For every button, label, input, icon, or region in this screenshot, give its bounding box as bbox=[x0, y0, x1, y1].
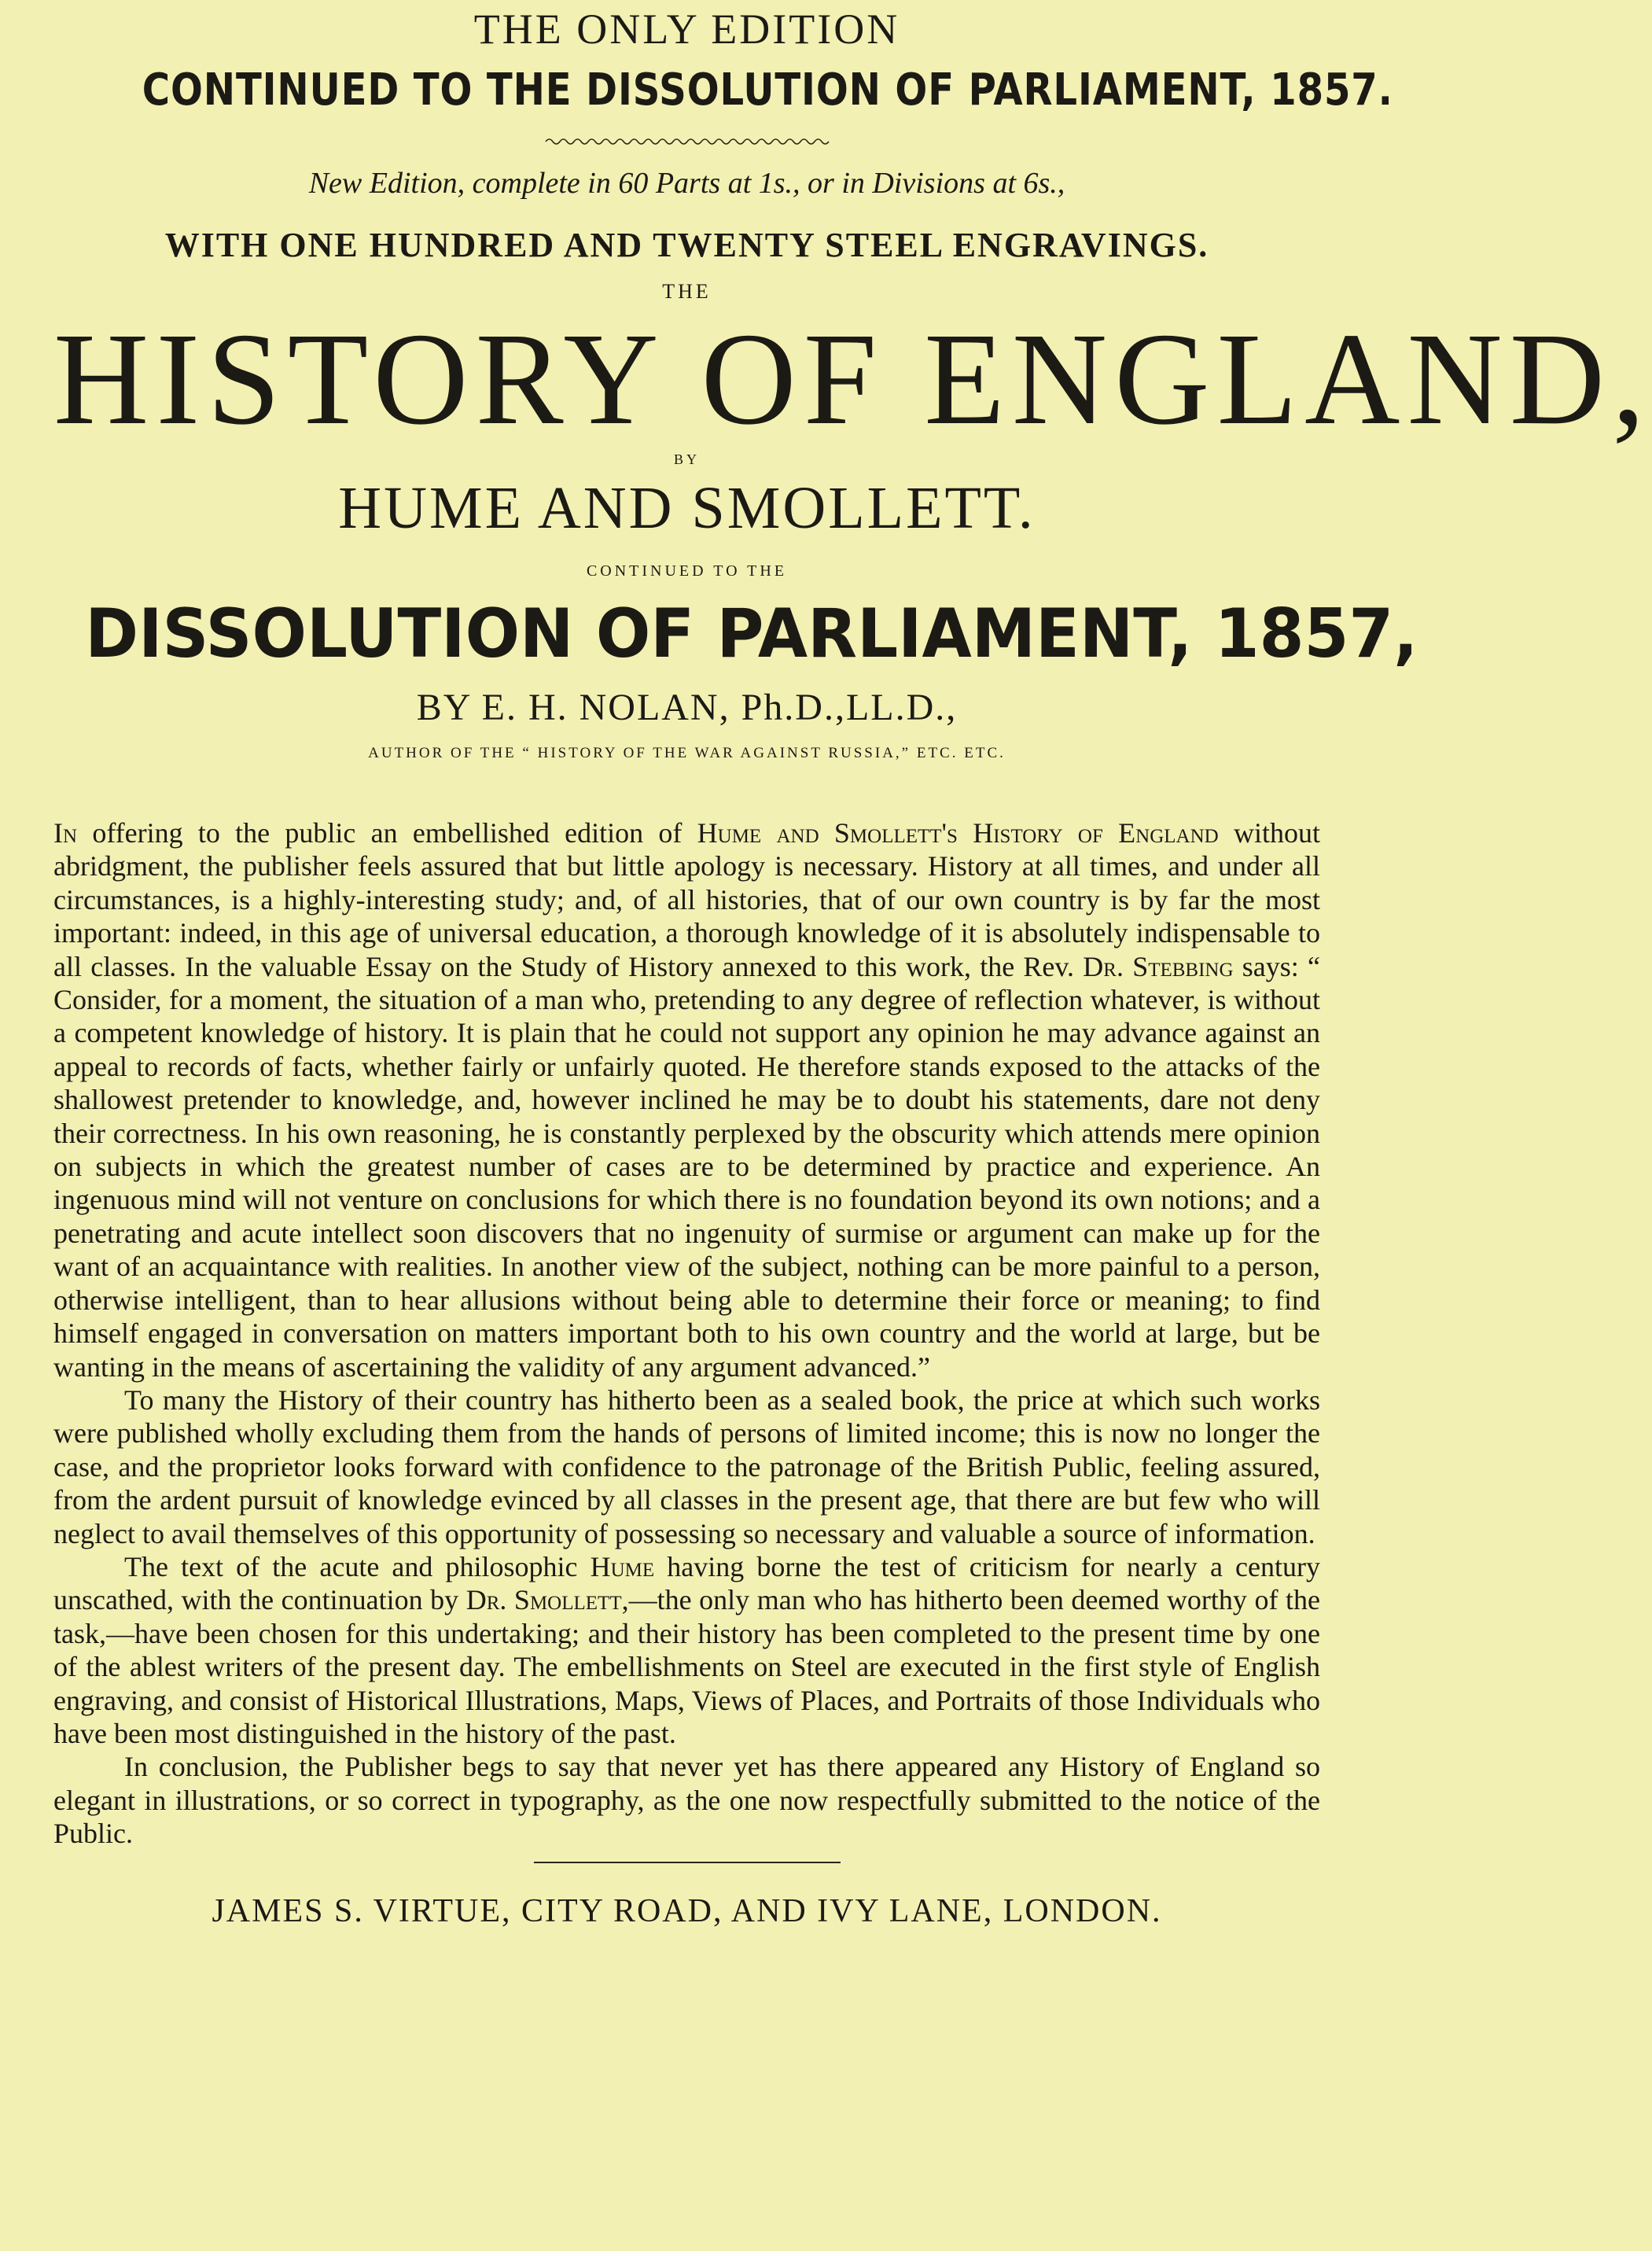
body-text-run: without abridgment, the publisher feels assured that but little apology is necessary. History at all times, and under all circumstances, is a highly-interesting study; and, of all histories, that of our own country is by far the most important: indeed, in this age of universal education, a thorough knowledge of it is absolutely indispensable to all classes. In the valuable Essay on the Study of History annexed to this work, the Rev. bbox=[53, 817, 1320, 982]
body-text-run: says: “ Consider, for a moment, the situation of a man who, pretending to any degree of reflection whatever, is without a competent knowledge of history. It is plain that he could not support any opinion he may advance against an appeal to records of facts, whether fairly or unfairly quoted. He therefore stands exposed to the attacks of the shallowest pretender to knowledge, and, however inclined he may be to doubt his statements, dare not deny their correctness. In his own reasoning, he is constantly perplexed by the obscurity which attends mere opinion on subjects in which the greatest number of cases are to be determined by practice and experience. An ingenuous mind will not venture on conclusions for which there is no foundation beyond its own notions; and a penetrating and acute intellect soon discovers that no ingenuity of surmise or argument can make up for the want of an acquaintance with realities. In another view of the subject, nothing can be more painful to a person, otherwise intelligent, than to hear allusions without being able to determine their force or meaning; to find himself engaged in conversation on matters important both to his own country and the world at large, but be wanting in the means of ascertaining the validity of any argument advanced.” bbox=[53, 950, 1320, 1383]
body-text-run: The text of the acute and philosophic bbox=[124, 1550, 591, 1582]
engravings-line: WITH ONE HUNDRED AND TWENTY STEEL ENGRAVINGS. bbox=[164, 226, 1209, 264]
person-name-smallcaps: Dr. Smollett bbox=[465, 1584, 622, 1616]
new-edition-line: New Edition, complete in 60 Parts at 1s., or in Divisions at 6s., bbox=[308, 167, 1065, 200]
editor-credit: BY E. H. NOLAN, Ph.D.,LL.D., bbox=[416, 687, 958, 728]
only-edition-heading: THE ONLY EDITION bbox=[473, 6, 900, 53]
body-paragraph-4: In conclusion, the Publisher begs to say that never yet has there appeared any History of England so elegant in illustrations, or so correct in typography, as the one now respectfully submitted to the notice of the Public. bbox=[53, 1751, 1320, 1850]
body-text bbox=[53, 816, 1320, 1851]
body-text-run: offering to the public an embellished edition of bbox=[77, 817, 697, 849]
authors-title: HUME AND SMOLLETT. bbox=[338, 475, 1036, 541]
main-title: HISTORY OF ENGLAND, bbox=[53, 306, 1652, 452]
divider-rule bbox=[534, 1862, 841, 1863]
body-text-run: ,—the only man who has hitherto been deemed worthy of the task,—have been chosen for this undertaking; and their history has been completed to the present time by one of the ablest writers of the present day. The embellishments on Steel are executed in the first style of English engraving, and consist of Historical Illustrations, Maps, Views of Places, and Portraits of those Individuals who have been most distinguished in the history of the past. bbox=[53, 1584, 1320, 1749]
title-article: THE bbox=[662, 280, 712, 303]
wavy-rule-ornament bbox=[546, 137, 829, 146]
publisher-imprint: JAMES S. VIRTUE, CITY ROAD, AND IVY LANE, LONDON. bbox=[212, 1892, 1162, 1929]
person-name-smallcaps: Hume bbox=[590, 1550, 655, 1582]
body-paragraph-1 bbox=[53, 816, 1320, 1383]
continued-to-the: CONTINUED TO THE bbox=[586, 562, 788, 580]
dissolution-title: DISSOLUTION OF PARLIAMENT, 1857, bbox=[85, 595, 1418, 673]
drop-word: In bbox=[53, 817, 78, 849]
body-text-run: having borne the test of criticism for nearly a century unscathed, with the continuation by bbox=[53, 1550, 1320, 1616]
work-title-smallcaps: Hume and Smollett's History of England bbox=[697, 817, 1219, 849]
editor-other-works: AUTHOR OF THE “ HISTORY OF THE WAR AGAINST RUSSIA,” ETC. ETC. bbox=[368, 745, 1006, 761]
title-by: BY bbox=[673, 451, 700, 467]
person-name-smallcaps: Dr. Stebbing bbox=[1083, 950, 1234, 982]
body-paragraph-3 bbox=[53, 1550, 1320, 1750]
body-paragraph-2: To many the History of their country has hitherto been as a sealed book, the price at which such works were published wholly excluding them from the hands of persons of limited income; this is now no longer the case, and the proprietor looks forward with confidence to the patronage of the British Public, feeling assured, from the ardent pursuit of knowledge evinced by all classes in the present age, that there are but few who will neglect to avail themselves of this opportunity of possessing so necessary and valuable a source of information. bbox=[53, 1383, 1320, 1549]
continued-heading: CONTINUED TO THE DISSOLUTION OF PARLIAMENT, 1857. bbox=[142, 64, 1393, 116]
